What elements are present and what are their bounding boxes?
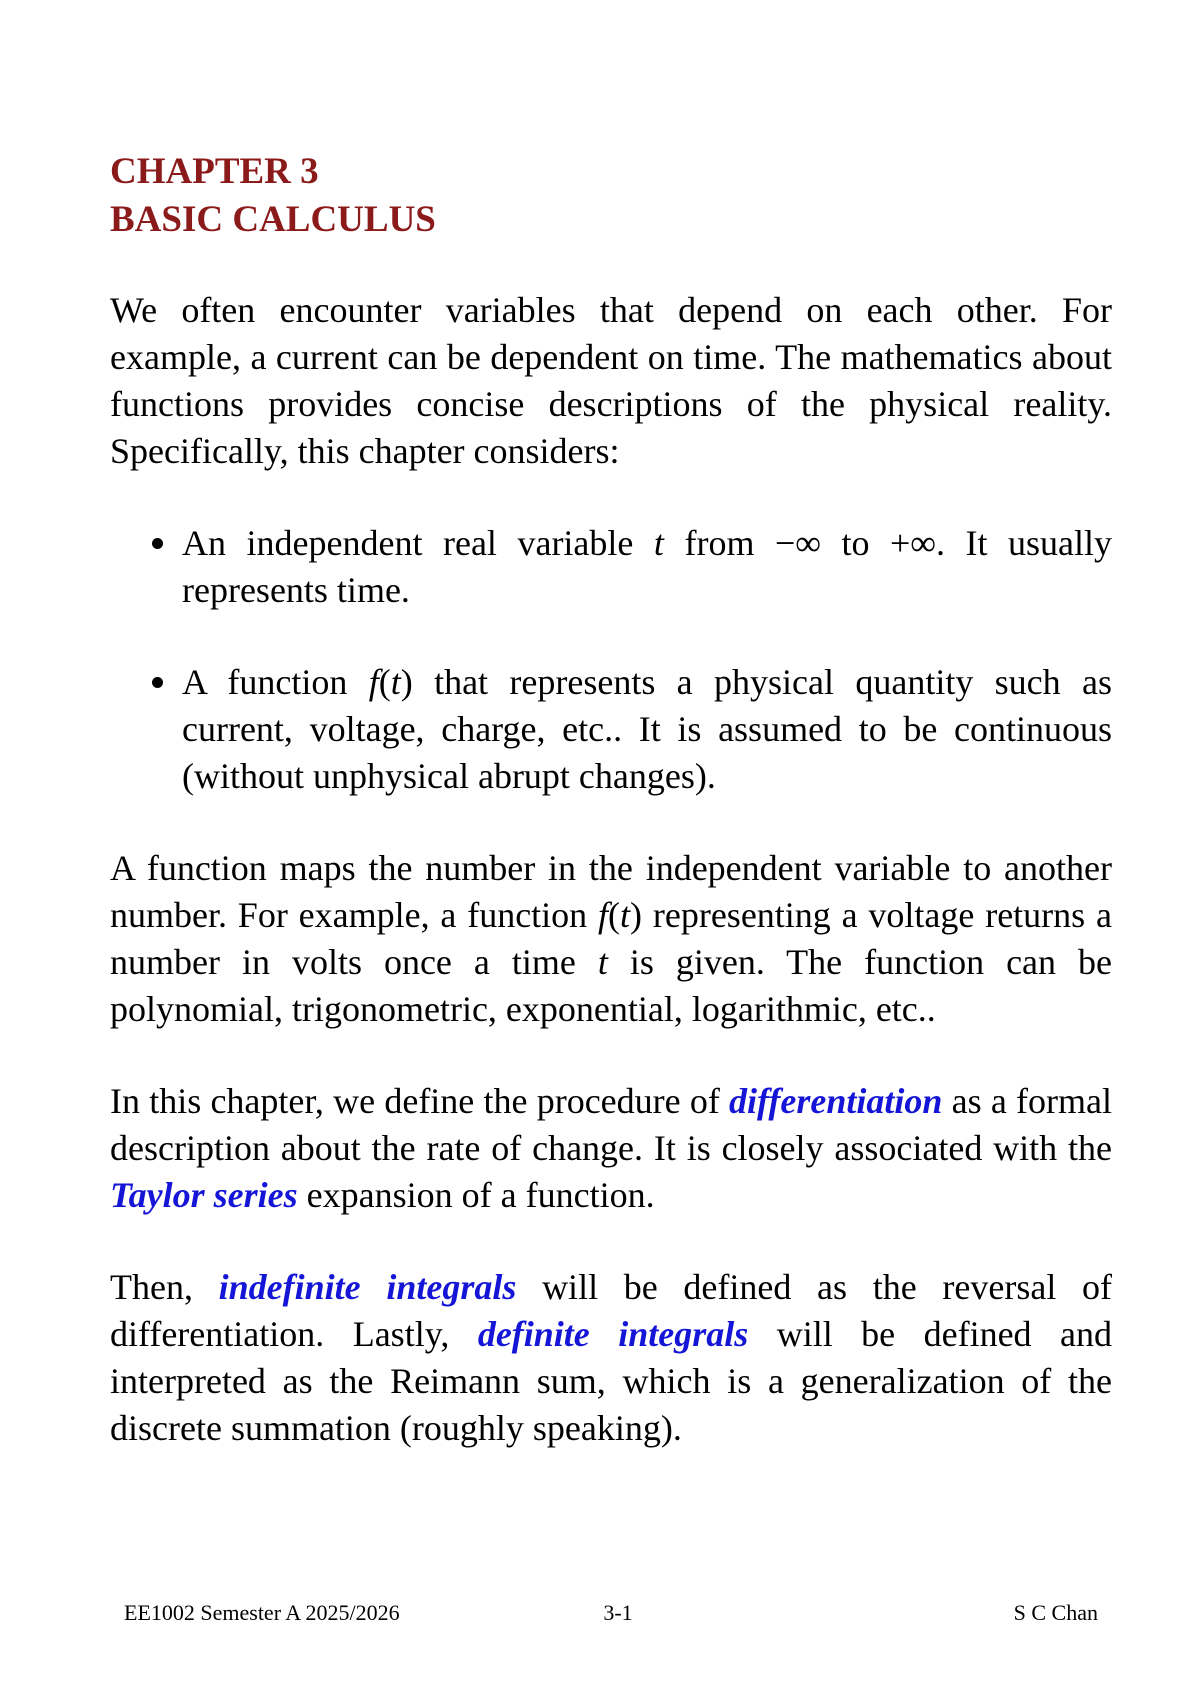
term-definite-integrals: definite integrals [477, 1314, 749, 1354]
intro-paragraph: We often encounter variables that depend on each other. For example, a current can be dependent on time. The mathematics about functions provides concise descriptions of the physical reality. Specifically, this chapter considers: [110, 290, 1112, 471]
para-text: In this chapter, we define the procedure of [110, 1081, 730, 1121]
chapter-number: CHAPTER 3 [110, 151, 319, 192]
list-text: from −∞ to +∞. It usually represents time. [182, 523, 1112, 610]
term-differentiation: differentiation [729, 1081, 943, 1121]
footer-author: S C Chan [1013, 1600, 1098, 1625]
para-text: is given. The function can be polynomial, trigonometric, exponential, logarithmic, etc.. [110, 942, 1113, 1029]
variable-t: t [390, 662, 401, 702]
para-text: expansion of a function. [297, 1175, 655, 1215]
list-text: A function [182, 662, 369, 702]
paren-close: ) [400, 662, 413, 702]
chapter-heading [110, 148, 1112, 244]
variable-t: t [597, 942, 608, 982]
variable-t: t [620, 895, 631, 935]
paren-open: ( [608, 895, 621, 935]
para-text: representing a voltage returns a number in volts once a time [110, 895, 1112, 982]
integrals-paragraph [110, 1264, 1112, 1452]
para-text: Then, [110, 1267, 219, 1307]
page-content [110, 148, 1112, 1497]
differentiation-paragraph [110, 1078, 1112, 1219]
list-text: An independent real variable [182, 523, 654, 563]
list-item-independent-variable [110, 520, 1112, 614]
function-f: f [368, 662, 379, 702]
term-taylor-series: Taylor series [110, 1175, 298, 1215]
footer-page-number: 3-1 [603, 1600, 633, 1625]
paren-close: ) [630, 895, 643, 935]
page-footer [0, 1598, 1200, 1628]
chapter-title: BASIC CALCULUS [110, 199, 436, 240]
para-text: will be defined as the reversal of differentiation. Lastly, [110, 1267, 1112, 1354]
para-text: A function maps the number in the independent variable to another number. For example, a function [110, 848, 1112, 935]
para-text: as a formal description about the rate of change. It is closely associated with the [110, 1081, 1112, 1168]
paren-open: ( [378, 662, 391, 702]
list-text: that represents a physical quantity such as current, voltage, charge, etc.. It is assumed to be continuous (without unphysical abrupt changes). [182, 662, 1112, 796]
term-indefinite-integrals: indefinite integrals [218, 1267, 517, 1307]
bullet-icon [152, 677, 163, 688]
function-f: f [598, 895, 609, 935]
list-item-function [110, 659, 1112, 800]
function-paragraph [110, 845, 1112, 1033]
bullet-icon [152, 538, 163, 549]
variable-t: t [653, 523, 664, 563]
para-text: will be defined and interpreted as the Reimann sum, which is a generalization of the discrete summation (roughly speaking). [110, 1314, 1112, 1448]
considerations-list [110, 520, 1112, 800]
footer-course: EE1002 Semester A 2025/2026 [124, 1600, 400, 1625]
